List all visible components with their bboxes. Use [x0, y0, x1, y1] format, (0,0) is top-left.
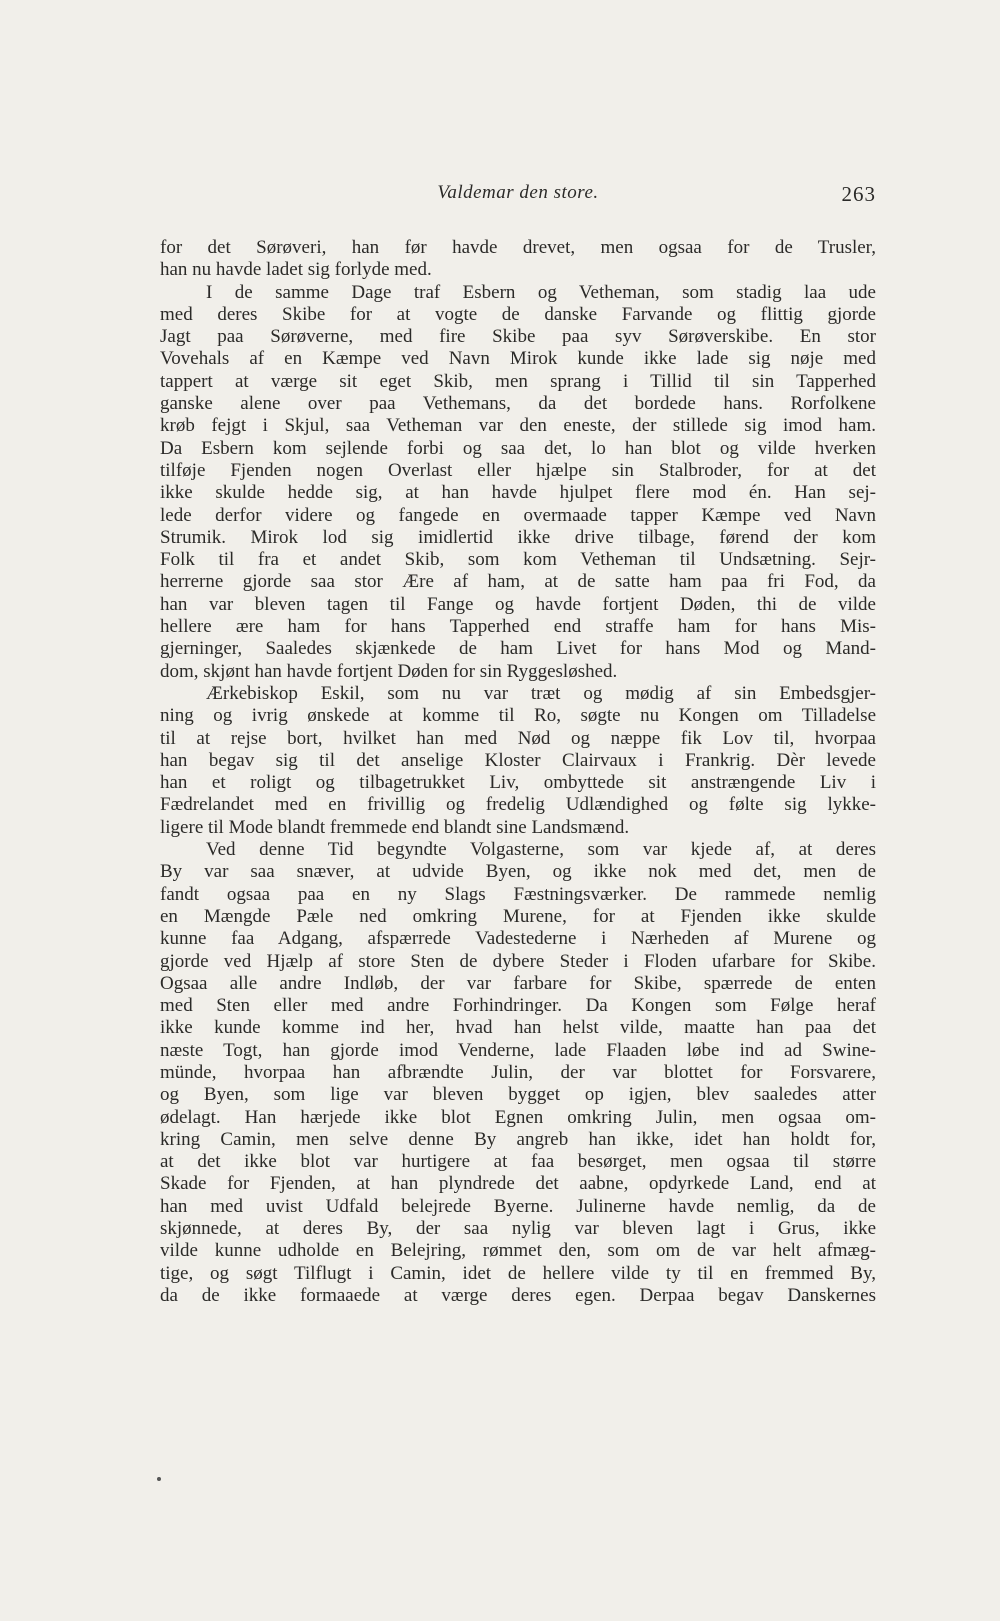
text-line: I de samme Dage traf Esbern og Vetheman, som stadig laa ude — [206, 281, 876, 303]
text-line: Folk til fra et andet Skib, som kom Vetheman til Undsætning. Sejr- — [160, 549, 876, 571]
text-line: han et roligt og tilbagetrukket Liv, ombyttede sit anstrængende Liv i — [160, 772, 876, 794]
running-title: Valdemar den store. — [437, 182, 599, 203]
text-line: Da Esbern kom sejlende forbi og saa det, lo han blot og vilde hverken — [160, 437, 876, 459]
text-line: vilde kunne udholde en Belejring, rømmet den, som om de var helt afmæg- — [160, 1240, 876, 1262]
text-line: Ved denne Tid begyndte Volgasterne, som var kjede af, at deres — [206, 839, 876, 861]
text-line: Strumik. Mirok lod sig imidlertid ikke drive tilbage, førend der kom — [160, 526, 876, 548]
text-line: ganske alene over paa Vethemans, da det bordede hans. Rorfolkene — [160, 393, 876, 415]
text-line: næste Togt, han gjorde imod Venderne, lade Flaaden løbe ind ad Swine- — [160, 1039, 876, 1061]
text-line: at det ikke blot var hurtigere at faa besørget, men ogsaa til større — [160, 1151, 876, 1173]
text-line: By var saa snæver, at udvide Byen, og ikke nok med det, men de — [160, 861, 876, 883]
text-line: herrerne gjorde saa stor Ære af ham, at de satte ham paa fri Fod, da — [160, 571, 876, 593]
text-line: lede derfor videre og fangede en overmaade tapper Kæmpe ved Navn — [160, 504, 876, 526]
body-text — [160, 237, 876, 1307]
text-line: skjønnede, at deres By, der saa nylig var bleven lagt i Grus, ikke — [160, 1218, 876, 1240]
text-line: ikke kunde komme ind her, hvad han helst vilde, maatte han paa det — [160, 1017, 876, 1039]
text-line: en Mængde Pæle ned omkring Murene, for at Fjenden ikke skulde — [160, 905, 876, 927]
text-line: Vovehals af en Kæmpe ved Navn Mirok kunde ikke lade sig nøje med — [160, 348, 876, 370]
text-line: Skade for Fjenden, at han plyndrede det aabne, opdyrkede Land, end at — [160, 1173, 876, 1195]
text-line: Ærkebiskop Eskil, som nu var træt og mødig af sin Embedsgjer- — [206, 682, 876, 704]
text-line: han nu havde ladet sig forlyde med. — [160, 259, 432, 281]
page-number: 263 — [841, 182, 876, 206]
text-line: ligere til Mode blandt fremmede end blandt sine Landsmænd. — [160, 816, 630, 838]
text-line: til at rejse bort, hvilket han med Nød og næppe fik Lov til, hvorpaa — [160, 727, 876, 749]
text-line: han begav sig til det anselige Kloster Clairvaux i Frankrig. Dèr levede — [160, 749, 876, 771]
text-line: med deres Skibe for at vogte de danske Farvande og flittig gjorde — [160, 303, 876, 325]
text-line: da de ikke formaaede at værge deres egen. Derpaa begav Danskernes — [160, 1284, 876, 1306]
text-line: tige, og søgt Tilflugt i Camin, idet de hellere vilde ty til en fremmed By, — [160, 1262, 876, 1284]
text-line: hellere ære ham for hans Tapperhed end straffe ham for hans Mis- — [160, 616, 876, 638]
text-line: han med uvist Udfald belejrede Byerne. Julinerne havde nemlig, da de — [160, 1195, 876, 1217]
text-line: kring Camin, men selve denne By angreb han ikke, idet han holdt for, — [160, 1128, 876, 1150]
text-line: kunne faa Adgang, afspærrede Vadestederne i Nærheden af Murene og — [160, 928, 876, 950]
text-line: Fædrelandet med en frivillig og fredelig Udlændighed og følte sig lykke- — [160, 794, 876, 816]
text-line: Jagt paa Sørøverne, med fire Skibe paa syv Sørøverskibe. En stor — [160, 326, 876, 348]
text-line: tappert at værge sit eget Skib, men sprang i Tillid til sin Tapperhed — [160, 370, 876, 392]
text-line: Ogsaa alle andre Indløb, der var farbare for Skibe, spærrede de enten — [160, 972, 876, 994]
text-line: og Byen, som lige var bleven bygget op igjen, blev saaledes atter — [160, 1084, 876, 1106]
text-line: fandt ogsaa paa en ny Slags Fæstningsværker. De rammede nemlig — [160, 883, 876, 905]
text-line: gjorde ved Hjælp af store Sten de dybere Steder i Floden ufarbare for Skibe. — [160, 950, 876, 972]
text-line: ikke skulde hedde sig, at han havde hjulpet flere mod én. Han sej- — [160, 482, 876, 504]
text-line: for det Sørøveri, han før havde drevet, men ogsaa for de Trusler, — [160, 237, 876, 258]
text-line: dom, skjønt han havde fortjent Døden for sin Ryggesløshed. — [160, 660, 618, 682]
text-line: krøb fejgt i Skjul, saa Vetheman var den eneste, der stillede sig imod ham. — [160, 415, 876, 437]
text-line: ning og ivrig ønskede at komme til Ro, søgte nu Kongen om Tilladelse — [160, 705, 876, 727]
text-line: gjerninger, Saaledes skjænkede de ham Livet for hans Mod og Mand- — [160, 638, 876, 660]
text-line: münde, hvorpaa han afbrændte Julin, der var blottet for Forsvarere, — [160, 1061, 876, 1083]
text-line: med Sten eller med andre Forhindringer. Da Kongen som Følge heraf — [160, 995, 876, 1017]
paper-speck — [157, 1477, 161, 1481]
text-line: han var bleven tagen til Fange og havde fortjent Døden, thi de vilde — [160, 593, 876, 615]
text-line: tilføje Fjenden nogen Overlast eller hjælpe sin Stalbroder, for at det — [160, 459, 876, 481]
page-header — [160, 182, 876, 222]
text-line: ødelagt. Han hærjede ikke blot Egnen omkring Julin, men ogsaa om- — [160, 1106, 876, 1128]
